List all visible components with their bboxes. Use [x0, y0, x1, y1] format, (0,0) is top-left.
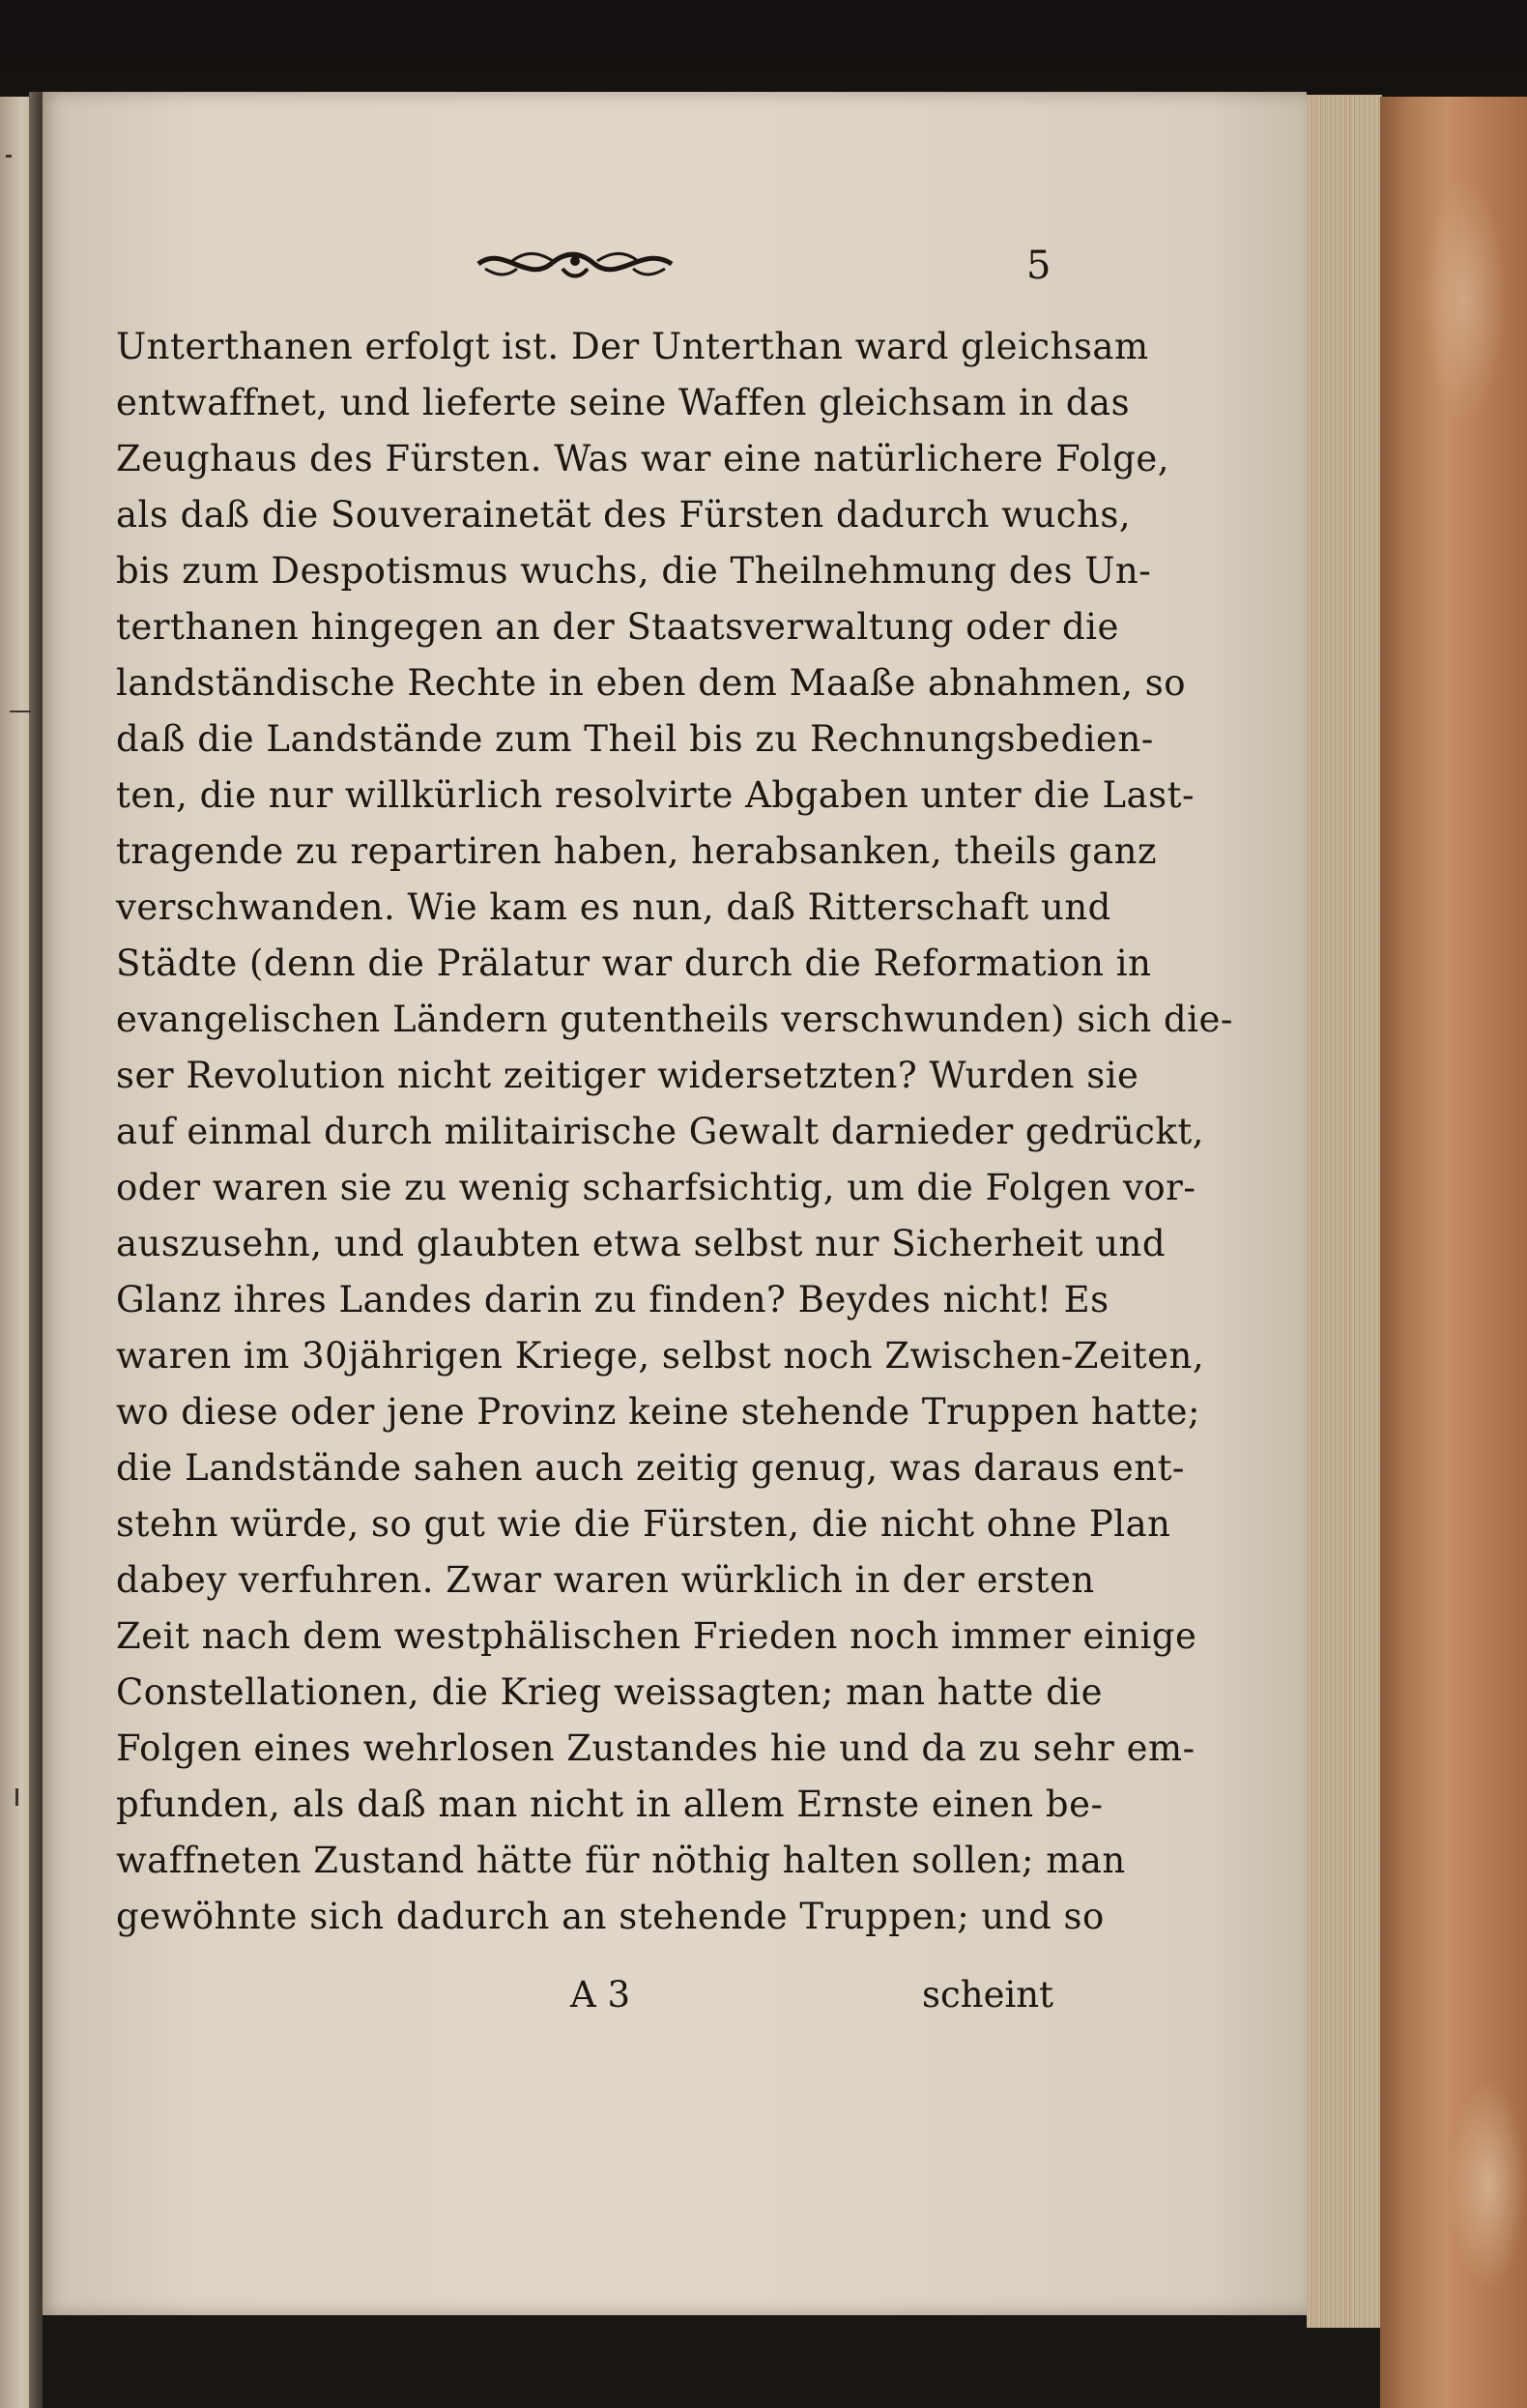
text-line: ser Revolution nicht zeitiger widersetzten? Wurden sie — [116, 1055, 1139, 1096]
page-footer — [116, 1974, 1053, 2032]
text-line: Folgen eines wehrlosen Zustandes hie und da zu sehr em- — [116, 1727, 1196, 1769]
text-line: Zeughaus des Fürsten. Was war eine natürlichere Folge, — [116, 438, 1170, 479]
book-gutter — [29, 92, 43, 2408]
text-line: tragende zu repartiren haben, herabsanken, theils ganz — [116, 830, 1157, 872]
header-ornament-icon — [474, 240, 677, 288]
text-line: waffneten Zustand hätte für nöthig halten sollen; man — [116, 1840, 1126, 1881]
cover-wear-spot-bottom — [1450, 2078, 1527, 2291]
body-text — [116, 319, 1233, 1945]
cover-wear-spot — [1421, 174, 1508, 425]
text-line: als daß die Souverainetät des Fürsten dadurch wuchs, — [116, 494, 1132, 536]
text-line: waren im 30jährigen Kriege, selbst noch Zwischen-Zeiten, — [116, 1335, 1205, 1377]
text-line: Städte (denn die Prälatur war durch die Reformation in — [116, 943, 1152, 984]
text-line: landständische Rechte in eben dem Maaße abnahmen, so — [116, 662, 1187, 704]
text-line: gewöhnte sich dadurch an stehende Truppen; und so — [116, 1896, 1105, 1937]
text-line: wo diese oder jene Provinz keine stehende Truppen hatte; — [116, 1391, 1200, 1433]
text-line: daß die Landstände zum Theil bis zu Rechnungsbedien- — [116, 718, 1154, 760]
page-edges-stack — [1307, 95, 1382, 2328]
text-line: Constellationen, die Krieg weissagten; man hatte die — [116, 1671, 1104, 1713]
text-line: pfunden, als daß man nicht in allem Ernste einen be- — [116, 1784, 1104, 1825]
margin-mark — [6, 155, 12, 158]
signature-mark: A 3 — [570, 1974, 631, 2016]
margin-mark — [10, 711, 31, 712]
text-line: terthanen hingegen an der Staatsverwaltung oder die — [116, 606, 1119, 648]
text-line: entwaffnet, und lieferte seine Waffen gleichsam in das — [116, 382, 1131, 423]
text-line: verschwanden. Wie kam es nun, daß Ritterschaft und — [116, 886, 1111, 928]
text-line: auf einmal durch militairische Gewalt darnieder gedrückt, — [116, 1111, 1204, 1152]
text-line: Zeit nach dem westphälischen Frieden noch immer einige — [116, 1615, 1197, 1657]
text-line: ten, die nur willkürlich resolvirte Abgaben unter die Last- — [116, 774, 1195, 816]
leather-cover — [1380, 97, 1527, 2408]
text-line: die Landstände sahen auch zeitig genug, was daraus ent- — [116, 1447, 1185, 1489]
text-line: Glanz ihres Landes darin zu finden? Beydes nicht! Es — [116, 1279, 1109, 1320]
text-line: evangelischen Ländern gutentheils verschwunden) sich die- — [116, 999, 1233, 1040]
text-line: oder waren sie zu wenig scharfsichtig, um die Folgen vor- — [116, 1167, 1196, 1208]
text-line: auszusehn, und glaubten etwa selbst nur Sicherheit und — [116, 1223, 1167, 1264]
text-line: stehn würde, so gut wie die Fürsten, die nicht ohne Plan — [116, 1503, 1171, 1545]
text-line: Unterthanen erfolgt ist. Der Unterthan ward gleichsam — [116, 326, 1149, 367]
margin-mark — [15, 1788, 18, 1806]
catchword: scheint — [922, 1974, 1053, 2016]
text-line: bis zum Despotismus wuchs, die Theilnehmung des Un- — [116, 550, 1152, 592]
page-number: 5 — [1026, 244, 1052, 288]
text-line: dabey verfuhren. Zwar waren würklich in der ersten — [116, 1559, 1095, 1601]
